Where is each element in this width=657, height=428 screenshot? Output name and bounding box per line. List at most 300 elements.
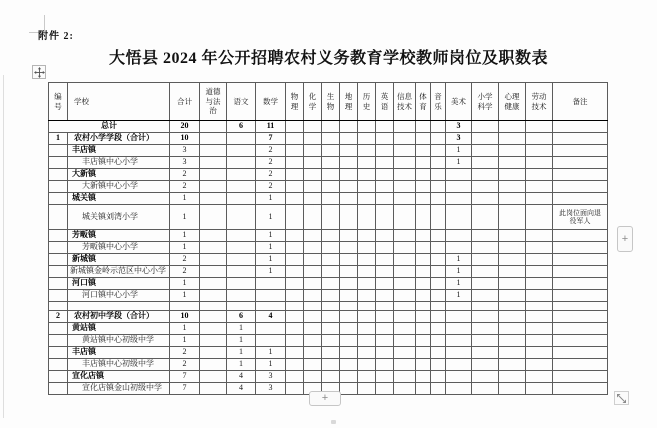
school-cell[interactable]: 新城镇 — [68, 254, 170, 266]
number-cell[interactable] — [49, 335, 68, 347]
subject-count-cell-xxjs[interactable] — [394, 157, 416, 169]
number-cell[interactable]: 1 — [49, 133, 68, 145]
subject-count-cell-xxjs[interactable] — [394, 290, 416, 302]
subject-count-cell-ty[interactable] — [416, 266, 431, 278]
subject-count-cell-xljk[interactable] — [499, 266, 526, 278]
subject-count-cell-yl[interactable] — [431, 193, 446, 205]
subject-count-cell-hx[interactable] — [304, 230, 322, 242]
subject-count-cell-xxjs[interactable] — [394, 230, 416, 242]
subject-count-cell-ls[interactable] — [358, 145, 376, 157]
subject-count-cell-hj[interactable]: 2 — [170, 254, 200, 266]
subject-count-cell-sw[interactable] — [322, 145, 340, 157]
subject-count-cell-sx[interactable] — [256, 290, 286, 302]
subject-count-cell-ldjs[interactable] — [526, 145, 553, 157]
subject-count-cell-yw[interactable]: 1 — [227, 335, 256, 347]
school-cell[interactable]: 芳畈镇中心小学 — [68, 242, 170, 254]
subject-count-cell-yy[interactable] — [376, 133, 394, 145]
subject-count-cell-ty[interactable] — [416, 230, 431, 242]
table-move-handle[interactable] — [32, 65, 46, 79]
subject-count-cell-yy[interactable] — [376, 335, 394, 347]
subject-count-cell-ldjs[interactable] — [526, 230, 553, 242]
number-cell[interactable] — [49, 371, 68, 383]
school-cell[interactable]: 总计 — [49, 121, 170, 133]
subject-count-cell-wl[interactable] — [286, 335, 304, 347]
subject-count-cell-xljk[interactable] — [499, 145, 526, 157]
subject-count-cell-wl[interactable] — [286, 121, 304, 133]
subject-count-cell-yl[interactable] — [431, 254, 446, 266]
subject-count-cell-xxjs[interactable] — [394, 145, 416, 157]
column-header-xxjs[interactable]: 信息技术 — [394, 83, 416, 121]
subject-count-cell-hx[interactable] — [304, 121, 322, 133]
subject-count-cell-xxkx[interactable] — [472, 157, 499, 169]
subject-count-cell-ms[interactable] — [446, 169, 472, 181]
subject-count-cell-xxkx[interactable] — [472, 121, 499, 133]
subject-count-cell-hj[interactable]: 2 — [170, 169, 200, 181]
subject-count-cell-xljk[interactable] — [499, 181, 526, 193]
remark-cell[interactable] — [553, 145, 608, 157]
column-header-sw[interactable]: 生物 — [322, 83, 340, 121]
remark-cell[interactable] — [553, 302, 608, 311]
subject-count-cell-hj[interactable]: 1 — [170, 230, 200, 242]
subject-count-cell-ldjs[interactable] — [526, 347, 553, 359]
subject-count-cell-xxjs[interactable] — [394, 278, 416, 290]
subject-count-cell-ms[interactable]: 3 — [446, 121, 472, 133]
subject-count-cell-yw[interactable]: 1 — [227, 359, 256, 371]
subject-count-cell-ddfz[interactable] — [200, 371, 227, 383]
subject-count-cell-dl[interactable] — [340, 371, 358, 383]
subject-count-cell-ldjs[interactable] — [526, 371, 553, 383]
subject-count-cell-ls[interactable] — [358, 133, 376, 145]
subject-count-cell-sx[interactable]: 3 — [256, 371, 286, 383]
subject-count-cell-ddfz[interactable] — [200, 278, 227, 290]
subject-count-cell-xljk[interactable] — [499, 254, 526, 266]
subject-count-cell-hj[interactable]: 1 — [170, 323, 200, 335]
subject-count-cell-yl[interactable] — [431, 230, 446, 242]
subject-count-cell-hx[interactable] — [304, 145, 322, 157]
number-cell[interactable] — [49, 157, 68, 169]
subject-count-cell-yw[interactable] — [227, 181, 256, 193]
subject-count-cell-wl[interactable] — [286, 266, 304, 278]
subject-count-cell-wl[interactable] — [286, 254, 304, 266]
subject-count-cell-ldjs[interactable] — [526, 311, 553, 323]
remark-cell[interactable] — [553, 121, 608, 133]
subject-count-cell-yy[interactable] — [376, 121, 394, 133]
subject-count-cell-ldjs[interactable] — [526, 157, 553, 169]
subject-count-cell-ddfz[interactable] — [200, 230, 227, 242]
subject-count-cell-ldjs[interactable] — [526, 383, 553, 395]
subject-count-cell-xxkx[interactable] — [472, 193, 499, 205]
subject-count-cell-hx[interactable] — [304, 278, 322, 290]
remark-cell[interactable] — [553, 347, 608, 359]
remark-cell[interactable] — [553, 169, 608, 181]
remark-cell[interactable] — [553, 311, 608, 323]
subject-count-cell-yl[interactable] — [431, 302, 446, 311]
school-cell[interactable]: 宣化店镇 — [68, 371, 170, 383]
subject-count-cell-xljk[interactable] — [499, 230, 526, 242]
subject-count-cell-ddfz[interactable] — [200, 121, 227, 133]
subject-count-cell-wl[interactable] — [286, 347, 304, 359]
subject-count-cell-sw[interactable] — [322, 157, 340, 169]
subject-count-cell-ldjs[interactable] — [526, 121, 553, 133]
number-cell[interactable] — [49, 302, 68, 311]
number-cell[interactable] — [49, 290, 68, 302]
column-header-ty[interactable]: 体育 — [416, 83, 431, 121]
subject-count-cell-sw[interactable] — [322, 290, 340, 302]
subject-count-cell-hj[interactable] — [170, 302, 200, 311]
subject-count-cell-sw[interactable] — [322, 302, 340, 311]
subject-count-cell-ls[interactable] — [358, 323, 376, 335]
subject-count-cell-yl[interactable] — [431, 145, 446, 157]
subject-count-cell-xxkx[interactable] — [472, 254, 499, 266]
subject-count-cell-yw[interactable]: 1 — [227, 347, 256, 359]
remark-cell[interactable] — [553, 371, 608, 383]
subject-count-cell-ddfz[interactable] — [200, 193, 227, 205]
remark-cell[interactable] — [553, 254, 608, 266]
subject-count-cell-ms[interactable] — [446, 242, 472, 254]
subject-count-cell-hx[interactable] — [304, 359, 322, 371]
column-header-dl[interactable]: 地理 — [340, 83, 358, 121]
subject-count-cell-dl[interactable] — [340, 254, 358, 266]
subject-count-cell-ls[interactable] — [358, 157, 376, 169]
subject-count-cell-yy[interactable] — [376, 169, 394, 181]
subject-count-cell-wl[interactable] — [286, 169, 304, 181]
subject-count-cell-xxkx[interactable] — [472, 230, 499, 242]
school-cell[interactable]: 河口镇 — [68, 278, 170, 290]
subject-count-cell-yw[interactable] — [227, 242, 256, 254]
subject-count-cell-xljk[interactable] — [499, 290, 526, 302]
positions-table[interactable] — [48, 82, 608, 395]
subject-count-cell-ls[interactable] — [358, 205, 376, 230]
subject-count-cell-ms[interactable]: 1 — [446, 145, 472, 157]
subject-count-cell-wl[interactable] — [286, 205, 304, 230]
subject-count-cell-sw[interactable] — [322, 169, 340, 181]
subject-count-cell-dl[interactable] — [340, 302, 358, 311]
subject-count-cell-wl[interactable] — [286, 323, 304, 335]
subject-count-cell-ls[interactable] — [358, 290, 376, 302]
subject-count-cell-dl[interactable] — [340, 145, 358, 157]
subject-count-cell-sw[interactable] — [322, 278, 340, 290]
subject-count-cell-xxjs[interactable] — [394, 335, 416, 347]
subject-count-cell-wl[interactable] — [286, 157, 304, 169]
subject-count-cell-yy[interactable] — [376, 383, 394, 395]
subject-count-cell-sx[interactable]: 2 — [256, 181, 286, 193]
school-cell[interactable]: 丰店镇中心初级中学 — [68, 359, 170, 371]
subject-count-cell-xxjs[interactable] — [394, 302, 416, 311]
subject-count-cell-xxkx[interactable] — [472, 371, 499, 383]
subject-count-cell-yw[interactable] — [227, 278, 256, 290]
subject-count-cell-yl[interactable] — [431, 157, 446, 169]
subject-count-cell-sx[interactable]: 1 — [256, 242, 286, 254]
subject-count-cell-yy[interactable] — [376, 290, 394, 302]
subject-count-cell-ldjs[interactable] — [526, 193, 553, 205]
subject-count-cell-hj[interactable]: 7 — [170, 371, 200, 383]
subject-count-cell-yw[interactable] — [227, 290, 256, 302]
subject-count-cell-ddfz[interactable] — [200, 157, 227, 169]
school-cell[interactable]: 黄站镇中心初级中学 — [68, 335, 170, 347]
remark-cell[interactable] — [553, 242, 608, 254]
subject-count-cell-hj[interactable]: 3 — [170, 145, 200, 157]
subject-count-cell-ms[interactable]: 1 — [446, 157, 472, 169]
subject-count-cell-sw[interactable] — [322, 193, 340, 205]
subject-count-cell-hx[interactable] — [304, 254, 322, 266]
subject-count-cell-dl[interactable] — [340, 181, 358, 193]
subject-count-cell-ddfz[interactable] — [200, 323, 227, 335]
subject-count-cell-ddfz[interactable] — [200, 266, 227, 278]
subject-count-cell-hj[interactable]: 20 — [170, 121, 200, 133]
school-cell[interactable]: 丰店镇中心小学 — [68, 157, 170, 169]
subject-count-cell-hx[interactable] — [304, 335, 322, 347]
column-header-sx[interactable]: 数学 — [256, 83, 286, 121]
subject-count-cell-ddfz[interactable] — [200, 181, 227, 193]
subject-count-cell-ldjs[interactable] — [526, 302, 553, 311]
subject-count-cell-ls[interactable] — [358, 383, 376, 395]
number-cell[interactable] — [49, 359, 68, 371]
subject-count-cell-xxkx[interactable] — [472, 335, 499, 347]
subject-count-cell-hx[interactable] — [304, 205, 322, 230]
subject-count-cell-yy[interactable] — [376, 359, 394, 371]
subject-count-cell-ldjs[interactable] — [526, 278, 553, 290]
subject-count-cell-xxkx[interactable] — [472, 311, 499, 323]
subject-count-cell-xljk[interactable] — [499, 383, 526, 395]
subject-count-cell-xxkx[interactable] — [472, 323, 499, 335]
subject-count-cell-dl[interactable] — [340, 335, 358, 347]
subject-count-cell-wl[interactable] — [286, 290, 304, 302]
subject-count-cell-dl[interactable] — [340, 359, 358, 371]
subject-count-cell-yw[interactable] — [227, 230, 256, 242]
subject-count-cell-xxjs[interactable] — [394, 181, 416, 193]
column-header-school[interactable]: 学校 — [68, 83, 170, 121]
subject-count-cell-wl[interactable] — [286, 145, 304, 157]
subject-count-cell-yy[interactable] — [376, 145, 394, 157]
subject-count-cell-hj[interactable]: 2 — [170, 359, 200, 371]
subject-count-cell-ls[interactable] — [358, 254, 376, 266]
number-cell[interactable] — [49, 193, 68, 205]
subject-count-cell-ddfz[interactable] — [200, 347, 227, 359]
subject-count-cell-sw[interactable] — [322, 359, 340, 371]
subject-count-cell-hj[interactable]: 1 — [170, 335, 200, 347]
subject-count-cell-yw[interactable] — [227, 157, 256, 169]
column-header-ls[interactable]: 历史 — [358, 83, 376, 121]
subject-count-cell-hj[interactable]: 1 — [170, 242, 200, 254]
subject-count-cell-yl[interactable] — [431, 242, 446, 254]
subject-count-cell-xxkx[interactable] — [472, 181, 499, 193]
subject-count-cell-xxkx[interactable] — [472, 169, 499, 181]
add-column-button[interactable]: + — [617, 226, 633, 252]
subject-count-cell-dl[interactable] — [340, 242, 358, 254]
subject-count-cell-dl[interactable] — [340, 169, 358, 181]
number-cell[interactable] — [49, 278, 68, 290]
subject-count-cell-sw[interactable] — [322, 205, 340, 230]
subject-count-cell-xxjs[interactable] — [394, 359, 416, 371]
subject-count-cell-ldjs[interactable] — [526, 323, 553, 335]
school-cell[interactable]: 黄站镇 — [68, 323, 170, 335]
subject-count-cell-xxjs[interactable] — [394, 311, 416, 323]
subject-count-cell-ddfz[interactable] — [200, 359, 227, 371]
column-header-ms[interactable]: 美术 — [446, 83, 472, 121]
subject-count-cell-wl[interactable] — [286, 359, 304, 371]
subject-count-cell-wl[interactable] — [286, 133, 304, 145]
subject-count-cell-ldjs[interactable] — [526, 133, 553, 145]
subject-count-cell-hj[interactable]: 3 — [170, 157, 200, 169]
subject-count-cell-yl[interactable] — [431, 371, 446, 383]
subject-count-cell-xxkx[interactable] — [472, 383, 499, 395]
column-header-no[interactable]: 编号 — [49, 83, 68, 121]
number-cell[interactable] — [49, 145, 68, 157]
subject-count-cell-yy[interactable] — [376, 323, 394, 335]
subject-count-cell-xxkx[interactable] — [472, 145, 499, 157]
subject-count-cell-xxkx[interactable] — [472, 278, 499, 290]
remark-cell[interactable] — [553, 181, 608, 193]
subject-count-cell-sx[interactable]: 1 — [256, 193, 286, 205]
subject-count-cell-yw[interactable]: 6 — [227, 311, 256, 323]
subject-count-cell-ty[interactable] — [416, 193, 431, 205]
subject-count-cell-ddfz[interactable] — [200, 290, 227, 302]
subject-count-cell-sx[interactable]: 2 — [256, 157, 286, 169]
subject-count-cell-dl[interactable] — [340, 290, 358, 302]
subject-count-cell-xxjs[interactable] — [394, 205, 416, 230]
number-cell[interactable] — [49, 181, 68, 193]
subject-count-cell-wl[interactable] — [286, 302, 304, 311]
subject-count-cell-sx[interactable]: 1 — [256, 266, 286, 278]
school-cell[interactable]: 宣化店镇金山初级中学 — [68, 383, 170, 395]
subject-count-cell-xljk[interactable] — [499, 323, 526, 335]
subject-count-cell-yw[interactable] — [227, 205, 256, 230]
subject-count-cell-sw[interactable] — [322, 133, 340, 145]
subject-count-cell-wl[interactable] — [286, 193, 304, 205]
subject-count-cell-ms[interactable] — [446, 230, 472, 242]
page-title[interactable]: 大悟县 2024 年公开招聘农村义务教育学校教师岗位及职数表 — [108, 50, 548, 67]
subject-count-cell-ty[interactable] — [416, 290, 431, 302]
subject-count-cell-xxjs[interactable] — [394, 383, 416, 395]
subject-count-cell-xxjs[interactable] — [394, 169, 416, 181]
subject-count-cell-hx[interactable] — [304, 347, 322, 359]
subject-count-cell-yl[interactable] — [431, 359, 446, 371]
subject-count-cell-ms[interactable] — [446, 205, 472, 230]
school-cell[interactable]: 城关镇刘湾小学 — [68, 205, 170, 230]
subject-count-cell-yl[interactable] — [431, 335, 446, 347]
remark-cell[interactable]: 此岗位面向退役军人 — [553, 205, 608, 230]
subject-count-cell-yy[interactable] — [376, 193, 394, 205]
subject-count-cell-yw[interactable] — [227, 145, 256, 157]
subject-count-cell-ls[interactable] — [358, 278, 376, 290]
column-header-bz[interactable]: 备注 — [553, 83, 608, 121]
subject-count-cell-sx[interactable]: 11 — [256, 121, 286, 133]
subject-count-cell-ddfz[interactable] — [200, 145, 227, 157]
subject-count-cell-ty[interactable] — [416, 383, 431, 395]
subject-count-cell-xxkx[interactable] — [472, 133, 499, 145]
subject-count-cell-ls[interactable] — [358, 230, 376, 242]
subject-count-cell-sx[interactable]: 1 — [256, 359, 286, 371]
subject-count-cell-ldjs[interactable] — [526, 290, 553, 302]
subject-count-cell-ls[interactable] — [358, 347, 376, 359]
subject-count-cell-dl[interactable] — [340, 157, 358, 169]
subject-count-cell-ls[interactable] — [358, 121, 376, 133]
column-header-yy[interactable]: 英语 — [376, 83, 394, 121]
subject-count-cell-sw[interactable] — [322, 323, 340, 335]
subject-count-cell-dl[interactable] — [340, 347, 358, 359]
subject-count-cell-dl[interactable] — [340, 133, 358, 145]
subject-count-cell-ty[interactable] — [416, 323, 431, 335]
subject-count-cell-sx[interactable]: 2 — [256, 145, 286, 157]
subject-count-cell-yl[interactable] — [431, 266, 446, 278]
subject-count-cell-ldjs[interactable] — [526, 254, 553, 266]
school-cell[interactable]: 河口镇中心小学 — [68, 290, 170, 302]
subject-count-cell-xxjs[interactable] — [394, 121, 416, 133]
subject-count-cell-xljk[interactable] — [499, 311, 526, 323]
subject-count-cell-yy[interactable] — [376, 266, 394, 278]
subject-count-cell-hj[interactable]: 10 — [170, 133, 200, 145]
subject-count-cell-ty[interactable] — [416, 169, 431, 181]
subject-count-cell-xxjs[interactable] — [394, 133, 416, 145]
subject-count-cell-hx[interactable] — [304, 311, 322, 323]
column-header-yl[interactable]: 音乐 — [431, 83, 446, 121]
school-cell[interactable]: 丰店镇 — [68, 347, 170, 359]
subject-count-cell-hx[interactable] — [304, 242, 322, 254]
subject-count-cell-xxkx[interactable] — [472, 290, 499, 302]
column-header-ldjs[interactable]: 劳动技术 — [526, 83, 553, 121]
school-cell[interactable]: 新城镇金岭示范区中心小学 — [68, 266, 170, 278]
subject-count-cell-yl[interactable] — [431, 323, 446, 335]
subject-count-cell-hx[interactable] — [304, 302, 322, 311]
subject-count-cell-ddfz[interactable] — [200, 242, 227, 254]
subject-count-cell-xljk[interactable] — [499, 359, 526, 371]
subject-count-cell-wl[interactable] — [286, 230, 304, 242]
remark-cell[interactable] — [553, 323, 608, 335]
subject-count-cell-ms[interactable]: 1 — [446, 266, 472, 278]
subject-count-cell-xljk[interactable] — [499, 302, 526, 311]
subject-count-cell-ldjs[interactable] — [526, 169, 553, 181]
subject-count-cell-xxkx[interactable] — [472, 302, 499, 311]
subject-count-cell-hj[interactable]: 2 — [170, 266, 200, 278]
subject-count-cell-xxjs[interactable] — [394, 371, 416, 383]
subject-count-cell-sx[interactable]: 1 — [256, 230, 286, 242]
column-header-ddfz[interactable]: 道德与法治 — [200, 83, 227, 121]
subject-count-cell-dl[interactable] — [340, 266, 358, 278]
subject-count-cell-dl[interactable] — [340, 383, 358, 395]
subject-count-cell-hx[interactable] — [304, 290, 322, 302]
subject-count-cell-sx[interactable] — [256, 302, 286, 311]
subject-count-cell-ms[interactable]: 3 — [446, 133, 472, 145]
subject-count-cell-xxjs[interactable] — [394, 347, 416, 359]
subject-count-cell-ty[interactable] — [416, 311, 431, 323]
subject-count-cell-yy[interactable] — [376, 278, 394, 290]
subject-count-cell-ldjs[interactable] — [526, 181, 553, 193]
subject-count-cell-ls[interactable] — [358, 181, 376, 193]
subject-count-cell-ldjs[interactable] — [526, 335, 553, 347]
subject-count-cell-dl[interactable] — [340, 193, 358, 205]
subject-count-cell-hx[interactable] — [304, 133, 322, 145]
subject-count-cell-hx[interactable] — [304, 266, 322, 278]
subject-count-cell-ty[interactable] — [416, 335, 431, 347]
subject-count-cell-ls[interactable] — [358, 193, 376, 205]
subject-count-cell-dl[interactable] — [340, 323, 358, 335]
number-cell[interactable] — [49, 347, 68, 359]
school-cell[interactable]: 农村初中学段（合计） — [68, 311, 170, 323]
subject-count-cell-xljk[interactable] — [499, 335, 526, 347]
subject-count-cell-yl[interactable] — [431, 311, 446, 323]
subject-count-cell-ms[interactable] — [446, 371, 472, 383]
subject-count-cell-ls[interactable] — [358, 311, 376, 323]
subject-count-cell-wl[interactable] — [286, 181, 304, 193]
subject-count-cell-sw[interactable] — [322, 181, 340, 193]
school-cell[interactable]: 农村小学学段（合计） — [68, 133, 170, 145]
subject-count-cell-yl[interactable] — [431, 205, 446, 230]
subject-count-cell-sw[interactable] — [322, 371, 340, 383]
column-header-wl[interactable]: 物理 — [286, 83, 304, 121]
number-cell[interactable] — [49, 266, 68, 278]
subject-count-cell-ty[interactable] — [416, 371, 431, 383]
remark-cell[interactable] — [553, 157, 608, 169]
